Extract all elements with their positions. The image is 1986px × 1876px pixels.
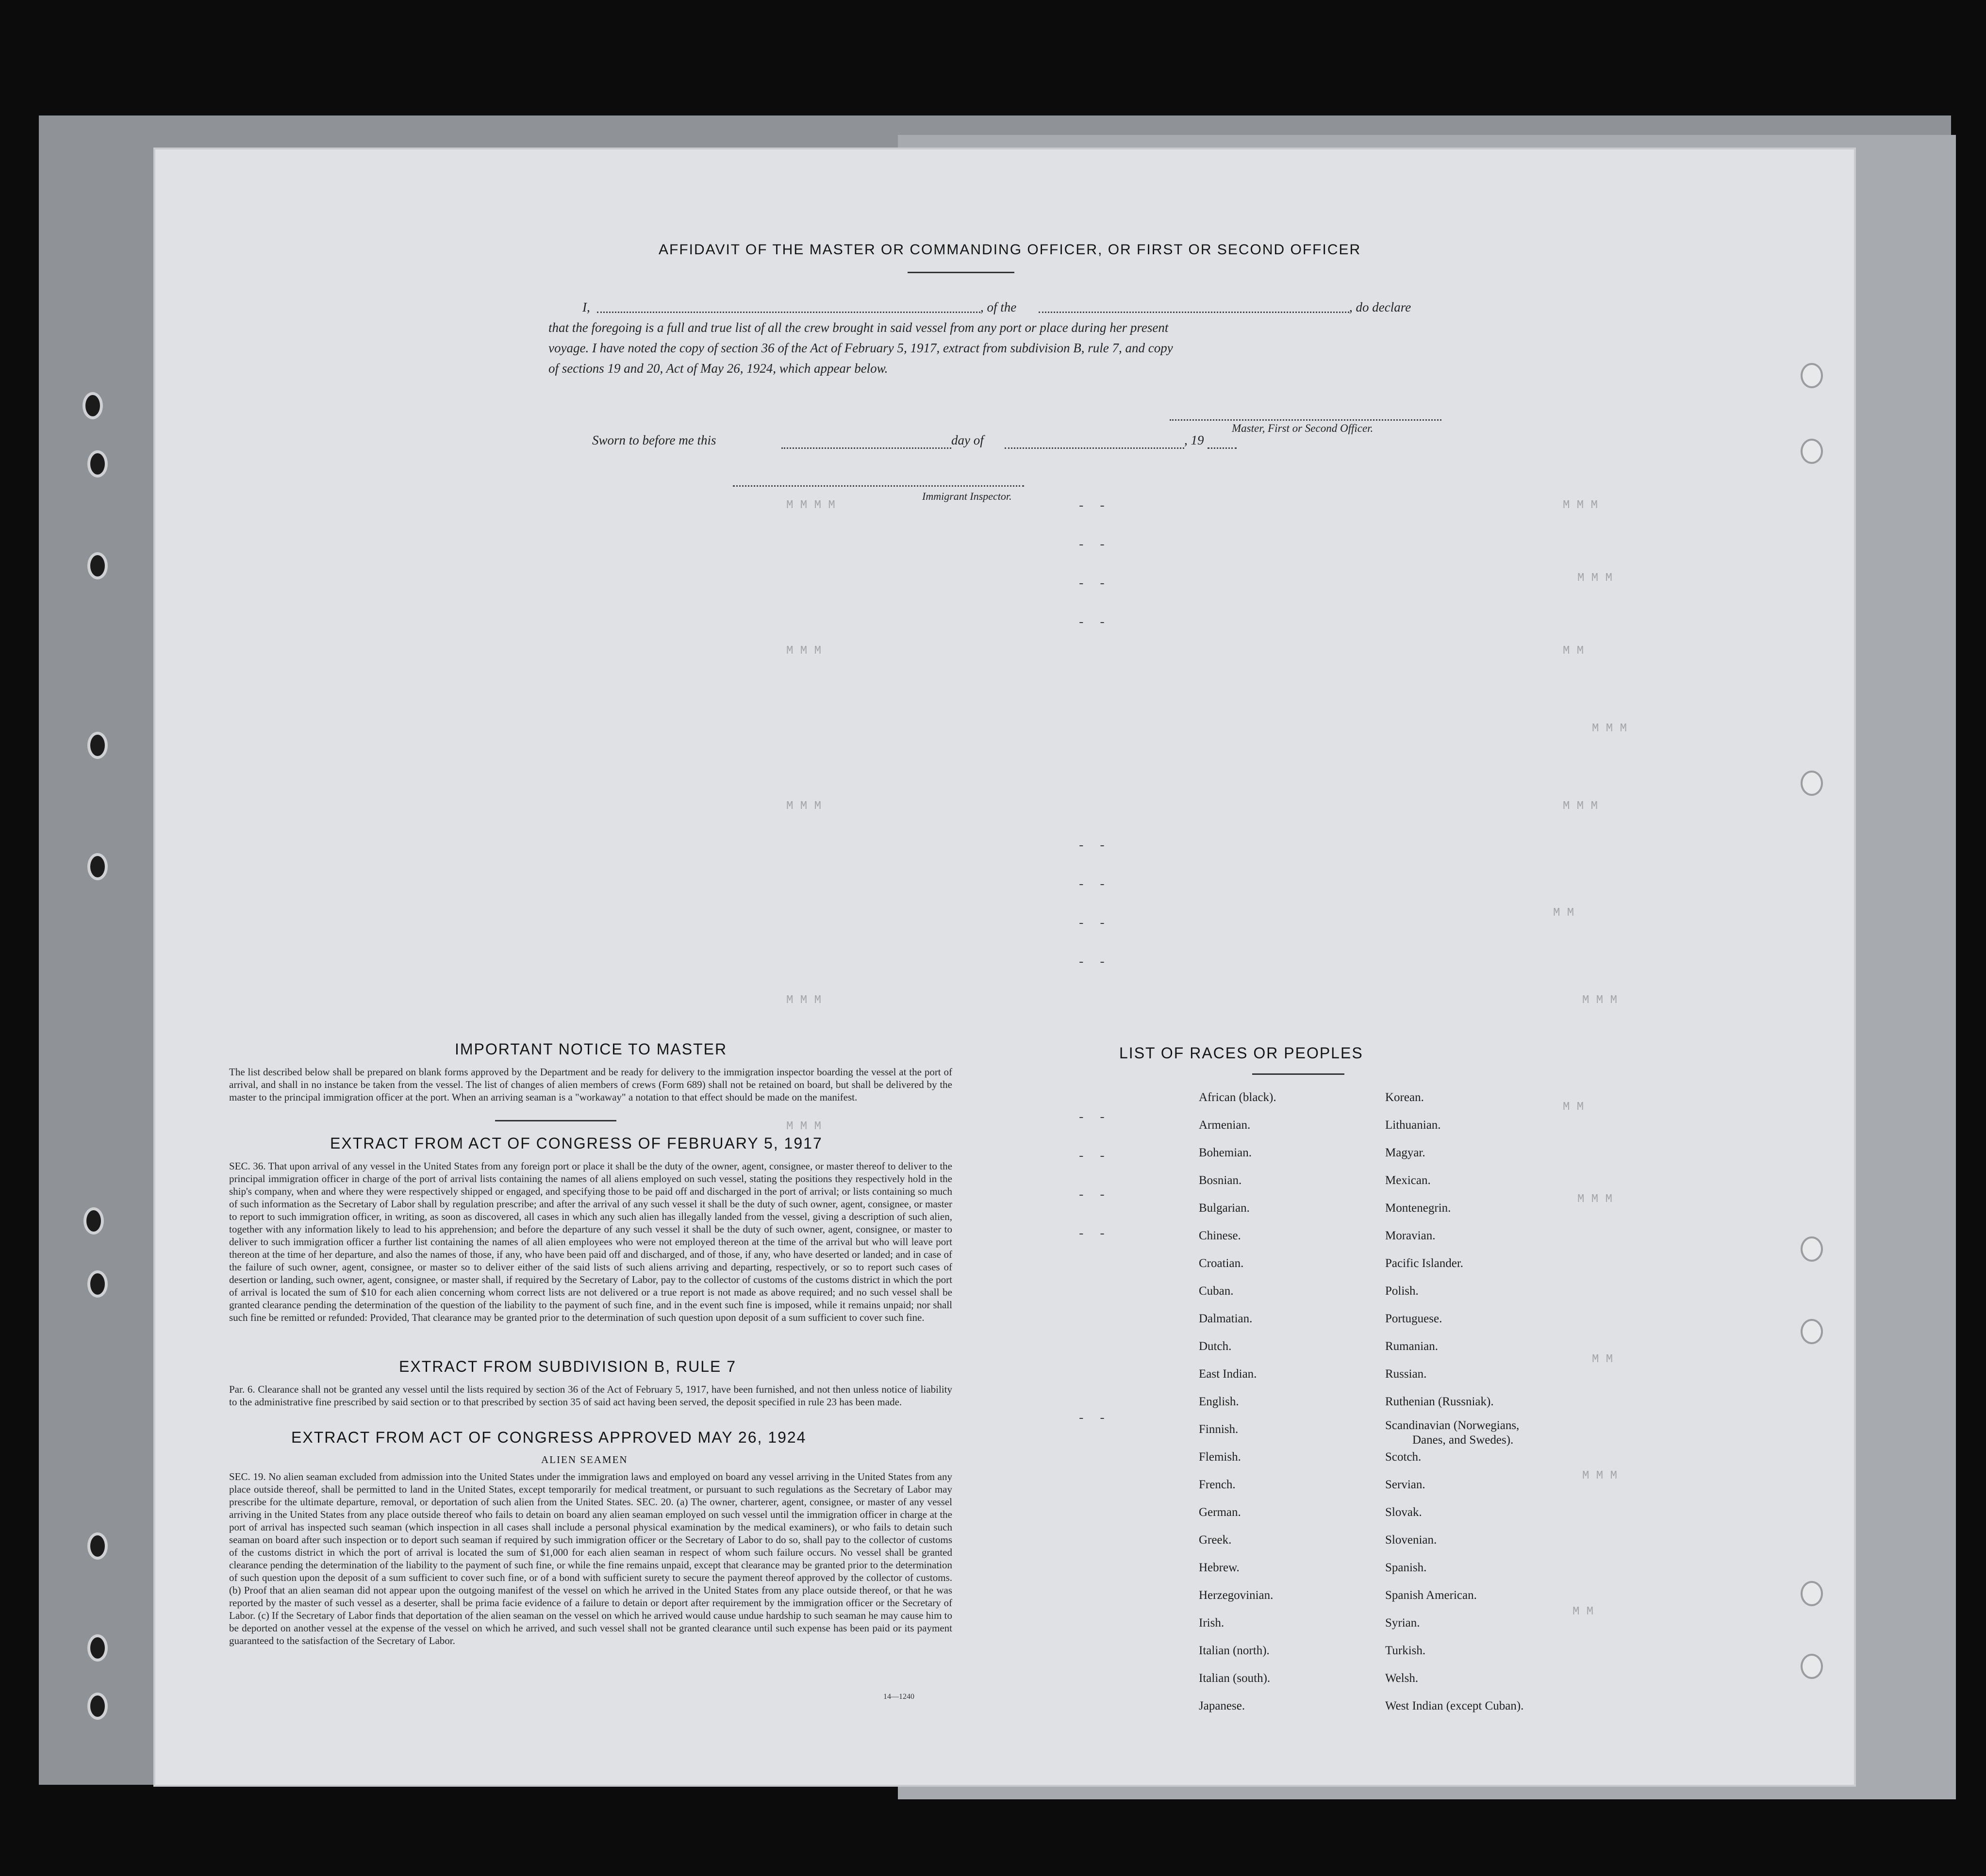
race-item: Scandinavian (Norwegians, <box>1385 1419 1520 1432</box>
race-item: Irish. <box>1199 1616 1225 1629</box>
affidavit-line3: voyage. I have noted the copy of section 36 of the Act of February 5, 1917, extract from subdivision B, rule 7, and copy <box>548 341 1173 355</box>
year-label: , 19 <box>1184 433 1204 447</box>
punch-hole-icon <box>87 1532 108 1560</box>
race-item: African (black). <box>1199 1091 1276 1104</box>
notice-text: The list described below shall be prepared on blank forms approved by the Department and be ready for delivery to the immigration inspector boarding the vessel at the port of arrival, and shall in no instance be taken from the vessel. The list of changes of alien members of crews (Form 689) shall not be retained on board, but shall be delivered by the master to the principal immigration officer at the port. When an arriving seaman is a "workaway" a notation to that effect should be made on the manifest. <box>229 1066 952 1103</box>
punch-hole-icon <box>83 1207 104 1234</box>
affidavit-of-the-label: , of the <box>980 300 1017 314</box>
race-item: Cuban. <box>1199 1284 1234 1298</box>
race-item: Italian (south). <box>1199 1672 1271 1685</box>
affidavit-title: AFFIDAVIT OF THE MASTER OR COMMANDING OFFICER, OR FIRST OR SECOND OFFICER <box>659 242 1361 258</box>
race-item: Herzegovinian. <box>1199 1589 1274 1602</box>
sworn-day-blank[interactable] <box>781 447 951 449</box>
ring-hole-icon <box>1801 1581 1823 1606</box>
race-item: German. <box>1199 1506 1241 1519</box>
ring-hole-icon <box>1801 1654 1823 1679</box>
race-item: Russian. <box>1385 1367 1427 1381</box>
extract-1917-text: SEC. 36. That upon arrival of any vessel in the United States from any foreign port or place it shall be the duty of the owner, agent, consignee, or master thereof to deliver to the principal immigration officer in charge of the port of arrival lists containing the names of all aliens employed on such vessel, stating the positions they respectively hold in the ship's company, when and where they were respectively shipped or engaged, and specifying those to be paid off and discharged in the port of arrival; or lists containing so much of such information as the Secretary of Labor shall by regulation prescribe; and after the arrival of any such vessel it shall be the duty of such owner, agent, consignee, or master to report to such immigration officer, in writing, as soon as discovered, all cases in which any such alien has illegally landed from the vessel, giving a description of such alien, together with any information likely to lead to his apprehension; and before the departure of any such vessel it shall be the duty of such owner, agent, consignee, or master to deliver to such immigration officer a further list containing the names of all alien employees who were not employed thereon at the time of the arrival but who will leave port thereon at the time of her departure, and also the names of those, if any, who have been paid off and discharged, and of those, if any, who have deserted or landed; and in case of the failure of such owner, agent, consignee, or master so to deliver either of the said lists of such aliens arriving and departing, respectively, or so to report such cases of desertion or landing, such owner, agent, consignee, or master shall, if required by the Secretary of Labor, pay to the collector of customs of the customs district in which the port of arrival is located the sum of $10 for each alien concerning whom correct lists are not delivered or a true report is not made as above required; and no such vessel shall be granted clearance pending the determination of the question of the liability to the payment of such fine, and in the event such fine is imposed, while it remains unpaid; nor shall such fine be remitted or refunded: Provided, That clearance may be granted prior to the determination of such question upon deposit of a sum sufficient to cover such fine. <box>229 1160 952 1323</box>
affidavit-line4: of sections 19 and 20, Act of May 26, 1924, which appear below. <box>548 361 888 376</box>
race-item: Polish. <box>1385 1284 1419 1298</box>
master-signature-label: Master, First or Second Officer. <box>1232 422 1374 434</box>
punch-hole-icon <box>87 1634 108 1662</box>
race-item: Servian. <box>1385 1478 1425 1491</box>
notice-title: IMPORTANT NOTICE TO MASTER <box>455 1040 728 1058</box>
race-item: West Indian (except Cuban). <box>1385 1699 1524 1712</box>
race-item: Armenian. <box>1199 1119 1251 1132</box>
race-item: Finnish. <box>1199 1423 1239 1436</box>
race-item: Lithuanian. <box>1385 1119 1441 1132</box>
race-item: Syrian. <box>1385 1616 1420 1629</box>
affidavit-declare-label: , do declare <box>1349 300 1411 314</box>
race-item: Ruthenian (Russniak). <box>1385 1395 1494 1408</box>
ring-hole-icon <box>1801 1236 1823 1262</box>
races-title: LIST OF RACES OR PEOPLES <box>1119 1044 1363 1062</box>
race-item: Magyar. <box>1385 1146 1425 1159</box>
races-divider <box>1252 1073 1344 1075</box>
master-signature-blank[interactable] <box>1170 419 1441 421</box>
vessel-blank[interactable] <box>1039 312 1349 313</box>
name-blank[interactable] <box>597 312 980 313</box>
race-item: Bohemian. <box>1199 1146 1252 1159</box>
sworn-year-blank[interactable] <box>1208 447 1237 449</box>
punch-hole-icon <box>87 552 108 579</box>
race-item: Danes, and Swedes). <box>1412 1433 1514 1447</box>
race-item: Slovenian. <box>1385 1533 1437 1547</box>
race-item: Greek. <box>1199 1533 1232 1547</box>
race-item: Bulgarian. <box>1199 1201 1250 1215</box>
extract-1917-title: EXTRACT FROM ACT OF CONGRESS OF FEBRUARY 5, 1917 <box>330 1135 823 1152</box>
race-item: Korean. <box>1385 1091 1424 1104</box>
ring-hole-icon <box>1801 363 1823 388</box>
section-divider <box>495 1120 616 1121</box>
race-item: Croatian. <box>1199 1257 1244 1270</box>
race-item: Flemish. <box>1199 1450 1241 1464</box>
affidavit-i-label: I, <box>582 300 590 314</box>
punch-hole-icon <box>83 392 103 419</box>
race-item: Rumanian. <box>1385 1340 1439 1353</box>
extract-1924-subtitle: ALIEN SEAMEN <box>541 1454 628 1465</box>
race-item: Scotch. <box>1385 1450 1422 1464</box>
race-item: Dalmatian. <box>1199 1312 1253 1325</box>
race-item: Bosnian. <box>1199 1174 1242 1187</box>
punch-hole-icon <box>87 732 108 759</box>
race-item: Pacific Islander. <box>1385 1257 1464 1270</box>
race-item: Hebrew. <box>1199 1561 1240 1574</box>
race-item: East Indian. <box>1199 1367 1257 1381</box>
race-item: French. <box>1199 1478 1236 1491</box>
punch-hole-icon <box>87 1693 108 1720</box>
race-item: Italian (north). <box>1199 1644 1270 1657</box>
race-item: Mexican. <box>1385 1174 1431 1187</box>
sworn-month-blank[interactable] <box>1005 447 1184 449</box>
title-divider <box>908 272 1014 273</box>
race-item: Welsh. <box>1385 1672 1419 1685</box>
extract-rule7-text: Par. 6. Clearance shall not be granted any vessel until the lists required by section 36 of the Act of February 5, 1917, have been furnished, and not then unless notice of liability to the administrative fine prescribed by said section or to that prescribed by section 35 of said act having been served, the deposit specified in rule 23 has been made. <box>229 1383 952 1408</box>
sworn-label: Sworn to before me this <box>592 433 716 447</box>
day-of-label: day of <box>951 433 984 447</box>
extract-1924-title: EXTRACT FROM ACT OF CONGRESS APPROVED MAY 26, 1924 <box>291 1429 807 1446</box>
inspector-label: Immigrant Inspector. <box>922 490 1012 502</box>
race-item: Japanese. <box>1199 1699 1245 1712</box>
punch-hole-icon <box>87 853 108 880</box>
punch-hole-icon <box>87 450 108 477</box>
inspector-signature-blank[interactable] <box>733 485 1024 487</box>
ring-hole-icon <box>1801 439 1823 464</box>
race-item: Slovak. <box>1385 1506 1422 1519</box>
ring-hole-icon <box>1801 1319 1823 1344</box>
punch-hole-icon <box>87 1270 108 1298</box>
ring-hole-icon <box>1801 771 1823 796</box>
extract-rule7-title: EXTRACT FROM SUBDIVISION B, RULE 7 <box>399 1358 737 1375</box>
affidavit-line2: that the foregoing is a full and true list of all the crew brought in said vessel from any port or place during her present <box>548 320 1169 335</box>
extract-1924-text: SEC. 19. No alien seaman excluded from admission into the United States under the immigration laws and employed on board any vessel arriving in the United States from any place outside thereof, shall be permitted to land in the United States, except temporarily for medical treatment, or pursuant to such regulations as the Secretary of Labor may prescribe for the ultimate departure, removal, or deportation of such alien from the United States. SEC. 20. (a) The owner, charterer, agent, consignee, or master of any vessel arriving in the United States from any place outside thereof who fails to detain on board any alien seaman employed on such vessel until the immigration officer in charge at the port of arrival has inspected such seaman (which inspection in all cases shall include a personal physical examination by the medical examiners), or who fails to detain such seaman on board after such inspection or to deport such seaman if required by such immigration officer or the Secretary of Labor to do so, shall pay to the collector of customs of the customs district in which the port of arrival is located the sum of $1,000 for each alien seaman in respect of whom such failure occurs. No vessel shall be granted clearance pending the determination of the liability to the payment of such fine, or while the fine remains unpaid, except that clearance may be granted prior to the determination of such question upon the deposit of a sum sufficient to cover such fine, or of a bond with sufficient surety to secure the payment thereof approved by the collector of customs. (b) Proof that an alien seaman did not appear upon the outgoing manifest of the vessel on which he arrived in the United States from any place outside thereof, or that he was reported by the master of such vessel as a deserter, shall be prima facie evidence of a failure to detain or deport after requirement by the immigration officer or the Secretary of Labor. (c) If the Secretary of Labor finds that deportation of the alien seaman on the vessel on which he arrived would cause undue hardship to such seaman he may cause him to be deported on another vessel at the expense of the vessel on which he arrived, and such vessel shall not be granted clearance until such expense has been paid or its payment guaranteed to the satisfaction of the Secretary of Labor. <box>229 1471 952 1646</box>
race-item: Moravian. <box>1385 1229 1436 1242</box>
form-number: 14—1240 <box>883 1693 914 1701</box>
race-item: Spanish. <box>1385 1561 1427 1574</box>
race-item: English. <box>1199 1395 1239 1408</box>
form-page: M M M M M M M M M M M M M M M M M M M M M M M M M M M M M M M M M M M M M M M M M M M M M M M - - - - - - - - - - - - - - - - - - - - - - - - - - AFFIDAVIT OF THE MASTER OR COMMANDING OFFICER, OR FIRST OR SECOND OFFICER I, , of the , do declare that the foregoing is a full and true list of all the crew brought in said vessel from any port or place during her present voyage. I have noted the copy of section 36 of the Act of February 5, 1917, extract from subdivision B, rule 7, and copy of sections 19 and 20, Act of May 26, 1924, which appear below. Master, First or Second Officer. Sworn to before me this day of , 19 Immigrant Inspector. IMPORTANT NOTICE TO MASTER The list described below shall be prepared on blank forms approved by the Department and be ready for delivery to the immigration inspector boarding the vessel at the port of arrival, and shall in no instance be taken from the vessel. The list of changes of alien members of crews (Form 689) shall not be retained on board, but shall be delivered by the master to the principal immigration officer at the port. When an arriving seaman is a "workaway" a notation to that effect should be made on the manifest. EXTRACT FROM ACT OF CONGRESS OF FEBRUARY 5, 1917 SEC. 36. That upon arrival of any vessel in the United States from any foreign port or place it shall be the duty of the owner, agent, consignee, or master thereof to deliver to the principal immigration officer in charge of the port of arrival lists containing the names of all aliens employed on such vessel, stating the positions they respectively hold in the ship's company, when and where they were respectively shipped or engaged, and specifying those to be paid off and discharged in the port of arrival; or lists containing so much of such information as the Secretary of Labor shall by regulation prescribe; and after the arrival of any such vessel it shall be the duty of such owner, agent, consignee, or master to report to such immigration officer, in writing, as soon as discovered, all cases in which any such alien has illegally landed from the vessel, giving a description of such alien, together with any information likely to lead to his apprehension; and before the departure of any such vessel it shall be the duty of such owner, agent, consignee, or master to deliver to such immigration officer a further list containing the names of all alien employees who were not employed thereon at the time of the arrival but who will leave port thereon at the time of her departure, and also the names of those, if any, who have been paid off and discharged, and of those, if any, who have deserted or landed; and in case of the failure of such owner, agent, consignee, or master so to deliver either of the said lists of such aliens arriving and departing, respectively, or so to report such cases of desertion or landing, such owner, agent, consignee, or master shall, if required by the Secretary of Labor, pay to the collector of customs of the customs district in which the port of arrival is located the sum of $10 for each alien concerning whom correct lists are not delivered or a true report is not made as above required; and no such vessel shall be granted clearance pending the determination of the question of the liability to the payment of such fine, and in the event such fine is imposed, while it remains unpaid; nor shall such fine be remitted or refunded: Provided, That clearance may be granted prior to the determination of such question upon deposit of a sum sufficient to cover such fine. EXTRACT FROM SUBDIVISION B, RULE 7 Par. 6. Clearance shall not be granted any vessel until the lists required by section 36 of the Act of February 5, 1917, have been furnished, and not then unless notice of liability to the administrative fine prescribed by said section or to that prescribed by section 35 of said act having been served, the deposit specified in rule 23 has been made. EXTRACT FROM ACT OF CONGRESS APPROVED MAY 26, 1924 ALIEN SEAMEN SEC. 19. No alien seaman excluded from admission into the United States under the immigration laws and employed on board any vessel arriving in the United States from any place outside thereof, shall be permitted to land in the United States, except temporarily for medical treatment, or pursuant to such regulations as the Secretary of Labor may prescribe for the ultimate departure, removal, or deportation of such alien from the United States. SEC. 20. (a) The owner, charterer, agent, consignee, or master of any vessel arriving in the United States from any place outside thereof who fails to detain on board any alien seaman employed on such vessel until the immigration officer in charge at the port of arrival has inspected such seaman (which inspection in all cases shall include a personal physical examination by the medical examiners), or who fails to detain such seaman on board after such inspection or to deport such seaman if required by such immigration officer or the Secretary of Labor to do so, shall pay to the collector of customs of the customs district in which the port of arrival is located the sum of $1,000 for each alien seaman in respect of whom such failure occurs. No vessel shall be granted clearance pending the determination of the liability to the payment of such fine, or while the fine remains unpaid, except that clearance may be granted prior to the determination of such question upon the deposit of a sum sufficient to cover such fine, or of a bond with sufficient surety to secure the payment thereof approved by the collector of customs. (b) Proof that an alien seaman did not appear upon the outgoing manifest of the vessel on which he arrived in the United States from any place outside thereof, or that he was reported by the master of such vessel as a deserter, shall be prima facie evidence of a failure to detain or deport after requirement by the immigration officer or the Secretary of Labor. (c) If the Secretary of Labor finds that deportation of the alien seaman on the vessel on which he arrived would cause undue hardship to such seaman he may cause him to be deported on another vessel at the expense of the vessel on which he arrived, and such vessel shall not be granted clearance until such expense has been paid or its payment guaranteed to the satisfaction of the Secretary of Labor. 14—1240 LIST OF RACES OR PEOPLES African (black). Armenian. Bohemian. Bosnian. Bulgarian. Chinese. Croatian. Cuban. Dalmatian. Dutch. East Indian. English. Finnish. Flemish. French. German. Greek. Hebrew. Herzegovinian. Irish. Italian (north). Italian (south). Japanese. Korean. Lithuanian. Magyar. Mexican. Montenegrin. Moravian. Pacific Islander. Polish. Portuguese. Rumanian. Russian. Ruthenian (Russniak). Scandinavian (Norwegians, Danes, and Swedes). Scotch. Servian. Slovak. Slovenian. Spanish. Spanish American. Syrian. Turkish. Welsh. West Indian (except Cuban). <box>155 149 1854 1785</box>
race-item: Montenegrin. <box>1385 1201 1451 1215</box>
race-item: Turkish. <box>1385 1644 1426 1657</box>
race-item: Dutch. <box>1199 1340 1232 1353</box>
race-item: Chinese. <box>1199 1229 1241 1242</box>
race-item: Spanish American. <box>1385 1589 1477 1602</box>
race-item: Portuguese. <box>1385 1312 1442 1325</box>
